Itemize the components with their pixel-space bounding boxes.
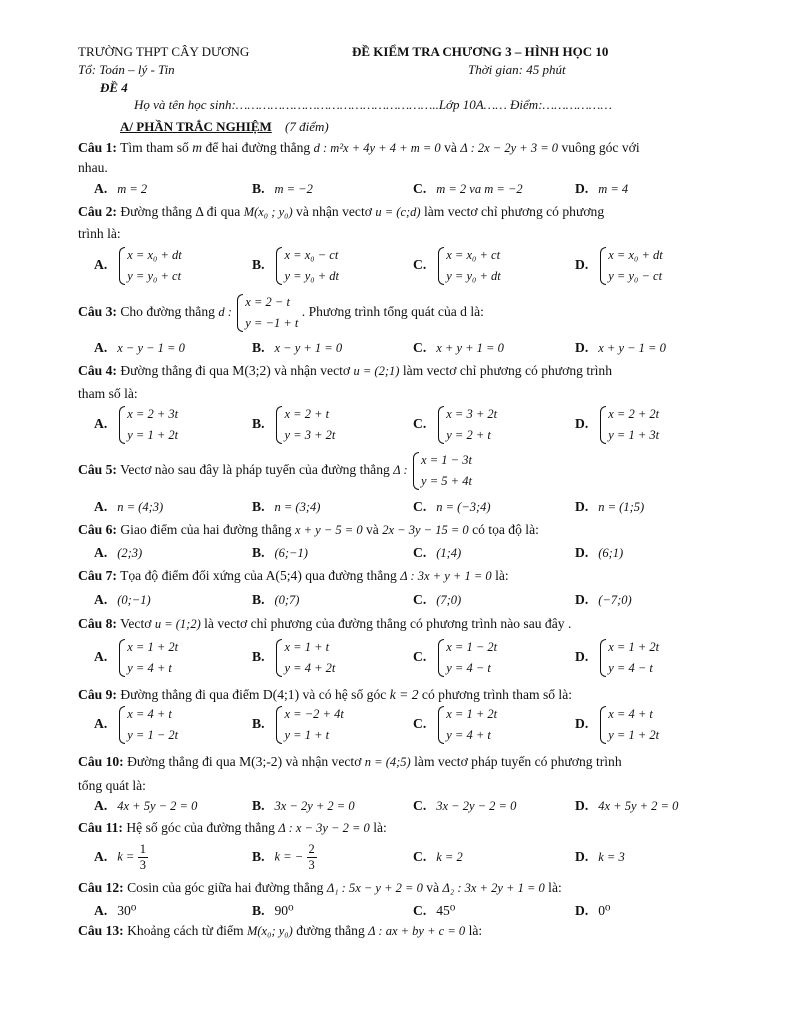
section-title-text: A/ PHẦN TRẮC NGHIỆM	[120, 119, 272, 134]
q12-option-a[interactable]: A. 30⁰	[94, 903, 137, 918]
q8-option-b[interactable]: B. x = 1 + t y = 4 + 2t	[252, 637, 335, 679]
question-text: Khoảng cách từ điểm	[127, 923, 244, 938]
equation: d : m²x + 4y + 4 + m = 0	[313, 141, 441, 155]
q11-option-a[interactable]: A. k = $\frac{1}{3}$	[94, 842, 146, 872]
question-text: là:	[548, 880, 562, 895]
question-text: Vectơ	[120, 616, 152, 631]
question-label: Câu 7:	[78, 568, 117, 583]
question-8	[78, 614, 728, 634]
question-text: Tìm tham số	[120, 140, 189, 155]
line-name: d :	[218, 305, 232, 320]
question-text: . Phương trình tổng quát của d là:	[301, 304, 484, 320]
q10-option-a[interactable]: A. 4x + 5y − 2 = 0	[94, 798, 198, 813]
q4-option-d[interactable]: D. x = 2 + 2t y = 1 + 3t	[575, 404, 659, 446]
q2-option-b[interactable]: B. x = x₀ − ct y = y₀ + dt	[252, 245, 339, 287]
q9-option-a[interactable]: A. x = 4 + t y = 1 − 2t	[94, 704, 178, 746]
vector: n = (4;5)	[364, 755, 411, 769]
question-label: Câu 8:	[78, 616, 117, 631]
q5-option-d[interactable]: D. n = (1;5)	[575, 499, 645, 514]
point: M(x₀; y₀)	[246, 924, 293, 938]
question-text: và	[444, 140, 457, 155]
question-text: Đường thẳng đi qua M(3;2) và nhận vectơ	[120, 363, 351, 378]
section-title	[120, 119, 329, 135]
q10-option-b[interactable]: B. 3x − 2y + 2 = 0	[252, 798, 355, 813]
question-label: Câu 3:	[78, 304, 117, 320]
q6-option-a[interactable]: A. (2;3)	[94, 545, 143, 560]
q4-option-c[interactable]: C. x = 3 + 2t y = 2 + t	[413, 404, 497, 446]
question-text: có tọa độ là:	[472, 522, 539, 537]
q7-option-b[interactable]: B. (0;7)	[252, 592, 300, 607]
q2-option-d[interactable]: D. x = x₀ + dt y = y₀ − ct	[575, 245, 663, 287]
slope: k = 2	[389, 687, 419, 702]
q8-option-d[interactable]: D. x = 1 + 2t y = 4 − t	[575, 637, 659, 679]
q12-option-c[interactable]: C. 45⁰	[413, 903, 456, 918]
q3-option-b[interactable]: B. x − y + 1 = 0	[252, 340, 343, 355]
q9-option-d[interactable]: D. x = 4 + t y = 1 + 2t	[575, 704, 659, 746]
q8-option-c[interactable]: C. x = 1 − 2t y = 4 − t	[413, 637, 497, 679]
question-text: là:	[373, 820, 387, 835]
vector: u = (1;2)	[154, 617, 201, 631]
equation: Δ : ax + by + c = 0	[368, 924, 466, 938]
question-text: và	[426, 880, 440, 895]
q4-option-b[interactable]: B. x = 2 + t y = 3 + 2t	[252, 404, 335, 446]
question-text: vuông góc với	[561, 140, 640, 155]
vector: u = (2;1)	[353, 364, 400, 378]
variable: m	[192, 140, 203, 155]
q2-option-c[interactable]: C. x = x₀ + ct y = y₀ + dt	[413, 245, 501, 287]
question-text: Đường thẳng Δ đi qua	[120, 204, 241, 219]
q11-option-c[interactable]: C. k = 2	[413, 849, 463, 864]
question-2	[78, 202, 728, 222]
question-text: đường thẳng	[296, 923, 365, 938]
line-name: Δ :	[393, 463, 408, 478]
question-label: Câu 11:	[78, 820, 123, 835]
question-text: làm vectơ chỉ phương có phương	[423, 204, 605, 219]
exam-title: ĐỀ KIỂM TRA CHƯƠNG 3 – HÌNH HỌC 10	[352, 44, 609, 59]
question-4-cont: tham số là:	[78, 386, 138, 401]
question-1	[78, 138, 728, 158]
question-text: Giao điểm của hai đường thẳng	[120, 522, 292, 537]
question-text: để hai đường thẳng	[205, 140, 311, 155]
question-10	[78, 752, 728, 772]
q8-option-a[interactable]: A. x = 1 + 2t y = 4 + t	[94, 637, 178, 679]
exam-time: Thời gian: 45 phút	[468, 62, 566, 77]
question-4	[78, 361, 728, 381]
question-6	[78, 520, 728, 540]
student-info-line: Họ và tên học sinh:……………………………………………..Lớp 10A…… Điểm:………………	[134, 97, 612, 112]
question-text: làm vectơ chỉ phương có phương trình	[402, 363, 613, 378]
q5-option-c[interactable]: C. n = (−3;4)	[413, 499, 491, 514]
q5-option-b[interactable]: B. n = (3;4)	[252, 499, 321, 514]
question-text: Vectơ nào sau đây là pháp tuyến của đường thẳng	[120, 462, 390, 478]
q6-option-b[interactable]: B. (6;−1)	[252, 545, 308, 560]
section-points: (7 điểm)	[285, 119, 329, 134]
q12-option-d[interactable]: D. 0⁰	[575, 903, 611, 918]
question-label: Câu 5:	[78, 462, 117, 478]
q11-option-d[interactable]: D. k = 3	[575, 849, 625, 864]
question-label: Câu 10:	[78, 754, 124, 769]
question-text: Hệ số góc của đường thẳng	[126, 820, 275, 835]
equation: x + y − 5 = 0	[294, 523, 363, 537]
equation: Δ : x − 3y − 2 = 0	[278, 821, 370, 835]
question-text: là:	[495, 568, 509, 583]
q3-option-a[interactable]: A. x − y − 1 = 0	[94, 340, 185, 355]
q1-option-a[interactable]: A. m = 2	[94, 181, 148, 196]
q5-option-a[interactable]: A. n = (4;3)	[94, 499, 164, 514]
question-text: Đường thẳng đi qua điểm D(4;1) và có hệ số góc	[120, 687, 387, 702]
q7-option-c[interactable]: C. (7;0)	[413, 592, 462, 607]
question-1-cont: nhau.	[78, 160, 108, 175]
question-text: và	[366, 522, 379, 537]
vector: u = (c;d)	[375, 205, 421, 219]
question-2-cont: trình là:	[78, 226, 121, 241]
question-text: Tọa độ điểm đối xứng của A(5;4) qua đường thẳng	[120, 568, 397, 583]
q6-option-d[interactable]: D. (6;1)	[575, 545, 624, 560]
q10-option-d[interactable]: D. 4x + 5y + 2 = 0	[575, 798, 679, 813]
line-system: x = 2 − t y = −1 + t	[235, 292, 298, 334]
department: Tổ: Toán – lý - Tin	[78, 62, 175, 77]
question-text: làm vectơ pháp tuyến có phương trình	[414, 754, 622, 769]
question-10-cont: tổng quát là:	[78, 778, 146, 793]
q10-option-c[interactable]: C. 3x − 2y − 2 = 0	[413, 798, 517, 813]
question-7	[78, 566, 728, 586]
question-label: Câu 9:	[78, 687, 117, 702]
question-9	[78, 685, 728, 704]
q3-option-d[interactable]: D. x + y − 1 = 0	[575, 340, 666, 355]
question-3	[78, 292, 728, 334]
question-13	[78, 921, 728, 941]
point: M(x₀ ; y₀)	[243, 205, 293, 219]
question-label: Câu 1:	[78, 140, 117, 155]
question-text: Cho đường thẳng	[120, 304, 215, 320]
question-label: Câu 13:	[78, 923, 124, 938]
question-text: có phương trình tham số là:	[421, 687, 573, 702]
q4-option-a[interactable]: A. x = 2 + 3t y = 1 + 2t	[94, 404, 178, 446]
q9-option-b[interactable]: B. x = −2 + 4t y = 1 + t	[252, 704, 344, 746]
question-text: Đường thẳng đi qua M(3;-2) và nhận vectơ	[127, 754, 362, 769]
q9-option-c[interactable]: C. x = 1 + 2t y = 4 + t	[413, 704, 497, 746]
question-12	[78, 878, 728, 898]
q3-option-c[interactable]: C. x + y + 1 = 0	[413, 340, 504, 355]
q2-option-a[interactable]: A. x = x₀ + dt y = y₀ + ct	[94, 245, 182, 287]
q1-option-c[interactable]: C. m = 2 va m = −2	[413, 181, 523, 196]
equation: Δ₁ : 5x − y + 2 = 0	[326, 881, 423, 895]
equation: Δ : 2x − 2y + 3 = 0	[460, 141, 559, 155]
q12-option-b[interactable]: B. 90⁰	[252, 903, 294, 918]
question-label: Câu 2:	[78, 204, 117, 219]
equation: Δ₂ : 3x + 2y + 1 = 0	[442, 881, 545, 895]
equation: 2x − 3y − 15 = 0	[382, 523, 469, 537]
q1-option-b[interactable]: B. m = −2	[252, 181, 313, 196]
line-system: x = 1 − 3t y = 5 + 4t	[411, 450, 472, 492]
school-name: TRƯỜNG THPT CÂY DƯƠNG	[78, 44, 250, 59]
equation: Δ : 3x + y + 1 = 0	[400, 569, 492, 583]
question-11	[78, 818, 728, 838]
question-label: Câu 4:	[78, 363, 117, 378]
question-text: Cosin của góc giữa hai đường thẳng	[127, 880, 324, 895]
question-text: và nhận vectơ	[296, 204, 372, 219]
question-text: là:	[468, 923, 483, 938]
question-label: Câu 6:	[78, 522, 117, 537]
question-text: là vectơ chỉ phương của đường thẳng có phương trình nào sau đây .	[204, 616, 572, 631]
q1-option-d[interactable]: D. m = 4	[575, 181, 629, 196]
q7-option-d[interactable]: D. (−7;0)	[575, 592, 632, 607]
q6-option-c[interactable]: C. (1;4)	[413, 545, 462, 560]
q7-option-a[interactable]: A. (0;−1)	[94, 592, 151, 607]
exam-code: ĐỀ 4	[100, 80, 128, 95]
q11-option-b[interactable]: B. k = − $\frac{2}{3}$	[252, 842, 315, 872]
question-label: Câu 12:	[78, 880, 124, 895]
question-5	[78, 450, 728, 492]
